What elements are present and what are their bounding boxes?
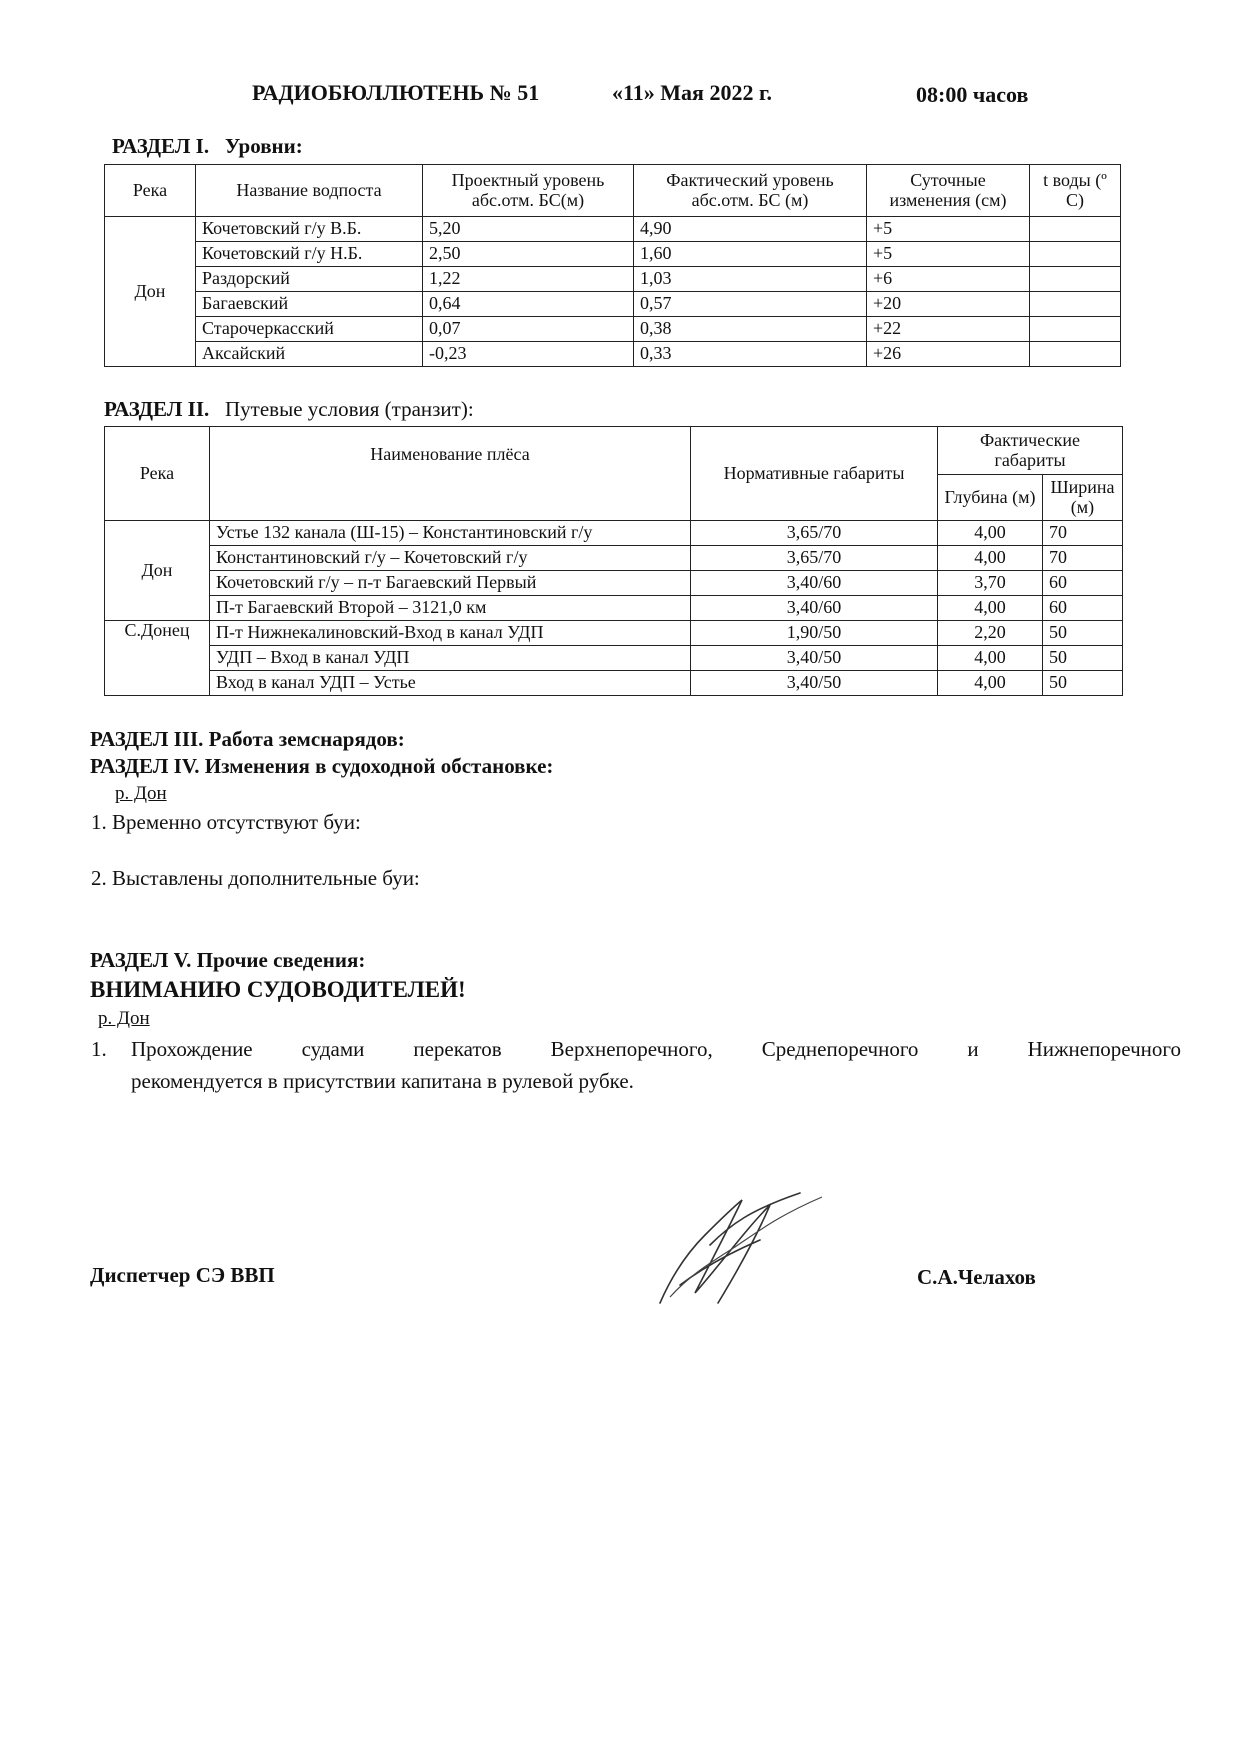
design-level: 1,22 bbox=[423, 267, 634, 292]
design-level: 0,64 bbox=[423, 292, 634, 317]
actual-width: 70 bbox=[1043, 546, 1123, 571]
levels-row bbox=[105, 217, 1121, 242]
section2-number: РАЗДЕЛ II. bbox=[104, 397, 210, 421]
route-row bbox=[105, 621, 1123, 646]
daily-change: +26 bbox=[867, 342, 1030, 367]
actual-width: 50 bbox=[1043, 646, 1123, 671]
route-river: С.Донец bbox=[105, 621, 210, 696]
signature-image bbox=[650, 1185, 830, 1315]
reach-name: П-т Багаевский Второй – 3121,0 км bbox=[210, 596, 691, 621]
col-daily-change: Суточные изменения (см) bbox=[867, 165, 1030, 217]
station-name: Старочеркасский bbox=[196, 317, 423, 342]
section3-heading: РАЗДЕЛ III. Работа земснарядов: bbox=[90, 727, 405, 751]
design-level: 2,50 bbox=[423, 242, 634, 267]
section5-river: р. Дон bbox=[98, 1008, 150, 1029]
notice-line-2: рекомендуется в присутствии капитана в рулевой рубке. bbox=[131, 1069, 634, 1093]
norm-dims: 1,90/50 bbox=[691, 621, 938, 646]
norm-dims: 3,65/70 bbox=[691, 521, 938, 546]
route-col-norm: Нормативные габариты bbox=[691, 427, 938, 521]
reach-name: Устье 132 канала (Ш-15) – Константиновский г/у bbox=[210, 521, 691, 546]
daily-change: +6 bbox=[867, 267, 1030, 292]
actual-level: 0,33 bbox=[634, 342, 867, 367]
route-row bbox=[105, 646, 1123, 671]
design-level: 0,07 bbox=[423, 317, 634, 342]
route-col-river: Река bbox=[105, 427, 210, 521]
water-temp bbox=[1030, 342, 1121, 367]
route-river: Дон bbox=[105, 521, 210, 621]
design-level: -0,23 bbox=[423, 342, 634, 367]
dispatcher-role: Диспетчер СЭ ВВП bbox=[90, 1263, 275, 1287]
daily-change: +5 bbox=[867, 242, 1030, 267]
route-row bbox=[105, 571, 1123, 596]
daily-change: +20 bbox=[867, 292, 1030, 317]
levels-river: Дон bbox=[105, 217, 196, 367]
route-row bbox=[105, 521, 1123, 546]
route-col-width: Ширина (м) bbox=[1043, 475, 1123, 521]
route-row bbox=[105, 546, 1123, 571]
route-header-row-1 bbox=[105, 427, 1123, 475]
station-name: Раздорский bbox=[196, 267, 423, 292]
levels-table bbox=[104, 164, 1121, 367]
water-temp bbox=[1030, 267, 1121, 292]
norm-dims: 3,40/60 bbox=[691, 571, 938, 596]
section1-heading bbox=[112, 134, 303, 159]
section4-river: р. Дон bbox=[115, 783, 167, 804]
actual-depth: 4,00 bbox=[938, 671, 1043, 696]
missing-buoys-item: 1. Временно отсутствуют буи: bbox=[91, 810, 361, 834]
actual-level: 4,90 bbox=[634, 217, 867, 242]
levels-row bbox=[105, 267, 1121, 292]
levels-row bbox=[105, 317, 1121, 342]
norm-dims: 3,40/50 bbox=[691, 646, 938, 671]
levels-row bbox=[105, 292, 1121, 317]
route-col-depth: Глубина (м) bbox=[938, 475, 1043, 521]
section5-heading: РАЗДЕЛ V. Прочие сведения: bbox=[90, 948, 366, 972]
notice-line-1: Прохождение судами перекатов Верхнепоречного, Среднепоречного и Нижнепоречного bbox=[131, 1037, 1181, 1061]
daily-change: +5 bbox=[867, 217, 1030, 242]
actual-depth: 2,20 bbox=[938, 621, 1043, 646]
route-row bbox=[105, 596, 1123, 621]
section2-title: Путевые условия (транзит): bbox=[225, 397, 474, 421]
levels-row bbox=[105, 342, 1121, 367]
route-col-reach: Наименование плёса bbox=[210, 427, 691, 521]
bulletin-title: РАДИОБЮЛЛЮТЕНЬ № 51 bbox=[252, 80, 540, 105]
reach-name: Кочетовский г/у – п-т Багаевский Первый bbox=[210, 571, 691, 596]
station-name: Багаевский bbox=[196, 292, 423, 317]
actual-width: 60 bbox=[1043, 596, 1123, 621]
col-actual-level: Фактический уровень абс.отм. БС (м) bbox=[634, 165, 867, 217]
col-design-level: Проектный уровень абс.отм. БС(м) bbox=[423, 165, 634, 217]
reach-name: Константиновский г/у – Кочетовский г/у bbox=[210, 546, 691, 571]
water-temp bbox=[1030, 317, 1121, 342]
col-water-temp: t воды (º С) bbox=[1030, 165, 1121, 217]
actual-depth: 4,00 bbox=[938, 546, 1043, 571]
notice-number: 1. bbox=[91, 1037, 107, 1061]
reach-name: П-т Нижнекалиновский-Вход в канал УДП bbox=[210, 621, 691, 646]
station-name: Кочетовский г/у Н.Б. bbox=[196, 242, 423, 267]
route-col-actual: Фактические габариты bbox=[938, 427, 1123, 475]
station-name: Кочетовский г/у В.Б. bbox=[196, 217, 423, 242]
route-table bbox=[104, 426, 1123, 696]
norm-dims: 3,40/50 bbox=[691, 671, 938, 696]
station-name: Аксайский bbox=[196, 342, 423, 367]
water-temp bbox=[1030, 292, 1121, 317]
actual-width: 50 bbox=[1043, 671, 1123, 696]
reach-name: УДП – Вход в канал УДП bbox=[210, 646, 691, 671]
actual-width: 60 bbox=[1043, 571, 1123, 596]
actual-level: 0,57 bbox=[634, 292, 867, 317]
norm-dims: 3,65/70 bbox=[691, 546, 938, 571]
water-temp bbox=[1030, 242, 1121, 267]
route-row bbox=[105, 671, 1123, 696]
norm-dims: 3,40/60 bbox=[691, 596, 938, 621]
actual-width: 70 bbox=[1043, 521, 1123, 546]
dispatcher-name: С.А.Челахов bbox=[917, 1265, 1036, 1289]
daily-change: +22 bbox=[867, 317, 1030, 342]
extra-buoys-item: 2. Выставлены дополнительные буи: bbox=[91, 866, 420, 890]
bulletin-time: 08:00 часов bbox=[916, 82, 1029, 107]
actual-depth: 3,70 bbox=[938, 571, 1043, 596]
design-level: 5,20 bbox=[423, 217, 634, 242]
bulletin-date: «11» Мая 2022 г. bbox=[612, 80, 772, 105]
actual-level: 0,38 bbox=[634, 317, 867, 342]
attention-heading: ВНИМАНИЮ СУДОВОДИТЕЛЕЙ! bbox=[90, 977, 466, 1002]
actual-depth: 4,00 bbox=[938, 646, 1043, 671]
section4-heading: РАЗДЕЛ IV. Изменения в судоходной обстановке: bbox=[90, 754, 554, 778]
section2-heading bbox=[104, 397, 474, 422]
actual-level: 1,03 bbox=[634, 267, 867, 292]
water-temp bbox=[1030, 217, 1121, 242]
actual-level: 1,60 bbox=[634, 242, 867, 267]
actual-width: 50 bbox=[1043, 621, 1123, 646]
reach-name: Вход в канал УДП – Устье bbox=[210, 671, 691, 696]
levels-row bbox=[105, 242, 1121, 267]
actual-depth: 4,00 bbox=[938, 521, 1043, 546]
levels-header-row bbox=[105, 165, 1121, 217]
section1-title: Уровни: bbox=[224, 134, 303, 158]
actual-depth: 4,00 bbox=[938, 596, 1043, 621]
col-station: Название водпоста bbox=[196, 165, 423, 217]
col-river: Река bbox=[105, 165, 196, 217]
section1-number: РАЗДЕЛ I. bbox=[112, 134, 210, 158]
